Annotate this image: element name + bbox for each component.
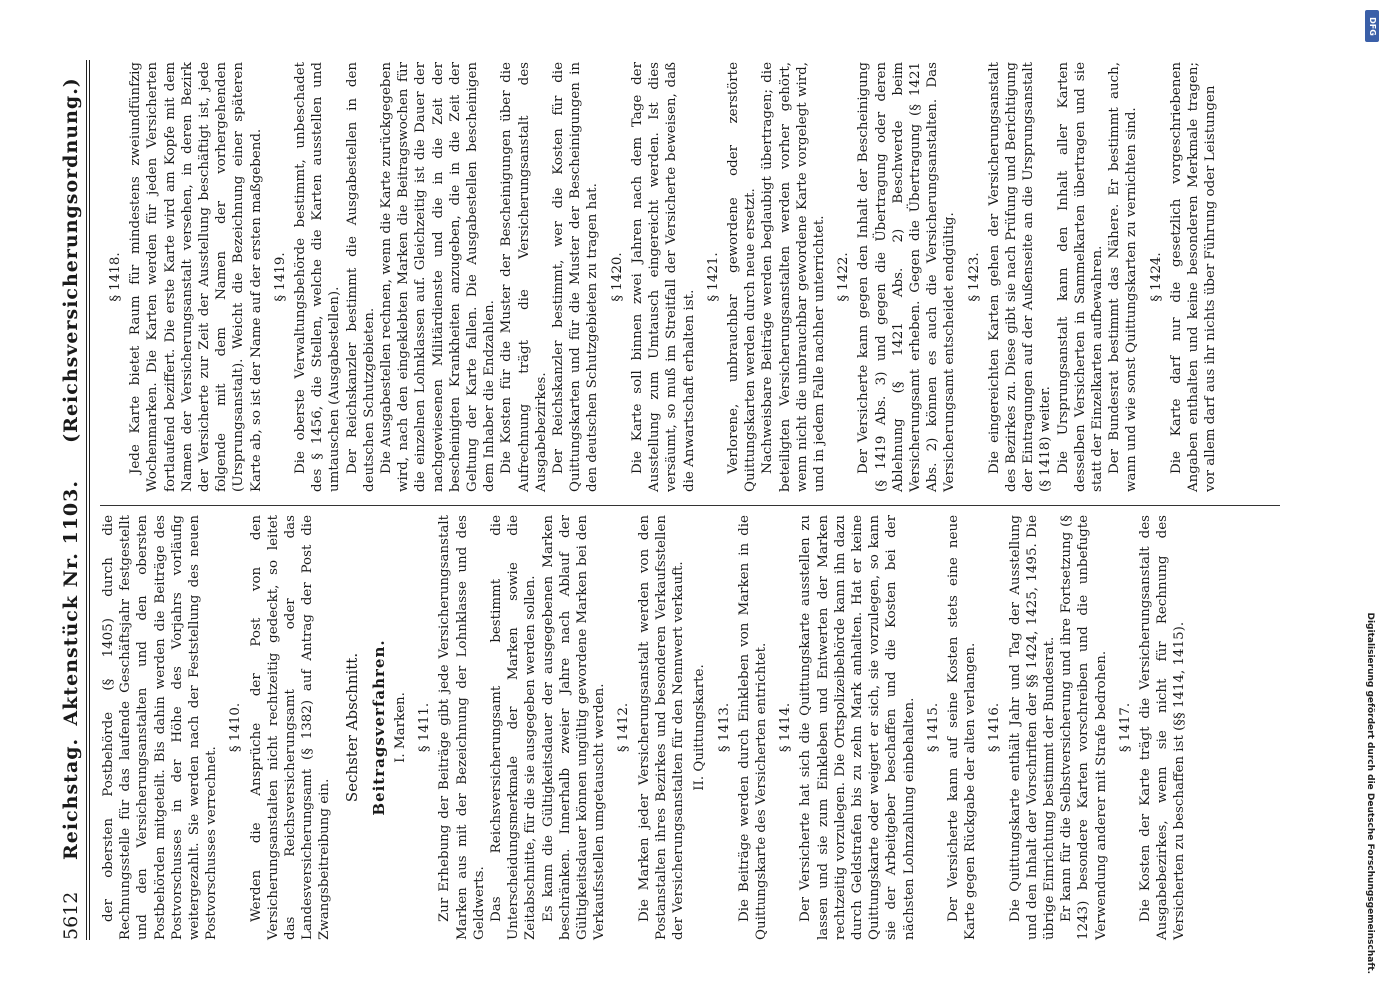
paragraph: Die oberste Verwaltungsbehörde bestimmt, unbeschadet des § 1456, die Stellen, welche die Karten ausstellen und umtauschen (Ausgabestellen). — [293, 62, 343, 492]
paragraph: Die Karte soll binnen zwei Jahren nach dem Tage der Ausstellung zum Umtausch eingereicht werden. Ist dies versäumt, so muß im Streitfall der Versicherte beweisen, daß die Anwartschaft erhalten ist. — [629, 62, 697, 492]
paragraph: Die eingereichten Karten gehen der Versicherungsanstalt des Bezirkes zu. Diese gibt sie nach Prüfung und Berichtigung der Eintragungen auf der Außenseite an die Ursprungsanstalt (§ 1418) weiter. — [986, 62, 1054, 492]
paragraph: Die Karte darf nur die gesetzlich vorgeschriebenen Angaben enthalten und keine besonderen Merkmale tragen; vor allem darf aus ihr nichts über Führung oder Leistungen — [1168, 62, 1219, 492]
header-section-title: (Reichsversicherungsordnung.) — [60, 77, 82, 443]
paragraph: Nachweisbare Beiträge werden beglaubigt übertragen; die beteiligten Versicherungsanstalten werden vorher gehört, wenn nicht die unbrauchbar gewordene Karte vorgelegt wird, und in jedem Falle nachher unterrichtet. — [760, 62, 827, 492]
section-number: § 1412. — [616, 702, 632, 753]
paragraph: Die Marken jeder Versicherungsanstalt werden von den Postanstalten ihres Bezirkes und besonderen Verkaufsstellen der Versicherungsanstalten für den Nennwert verkauft. — [636, 515, 687, 940]
digitization-note: Digitalisierung gefördert durch die Deutsche Forschungsgemeinschaft. — [1365, 612, 1375, 974]
running-title — [60, 480, 82, 860]
paragraph: Das Reichsversicherungsamt bestimmt die Unterscheidungsmerkmale der Marken sowie die Zeitabschnitte, für die sie ausgegeben werden sollen. — [489, 515, 539, 940]
right-text-column — [100, 62, 1219, 492]
section-number: § 1414. — [778, 702, 794, 753]
section-number: § 1422. — [836, 252, 852, 302]
header-center-word: Aktenstück Nr. 1103. — [60, 480, 82, 726]
header-rule-double — [89, 60, 90, 940]
dfg-logo-text: DFG — [1367, 16, 1377, 36]
section-number: § 1419. — [272, 252, 288, 302]
paragraph: Werden die Ansprüche der Post von den Versicherungsanstalten nicht rechtzeitig gedeckt, so leitet das Reichsversicherungsamt oder das Landesversicherungsamt (§ 1382) auf Antrag der Post die Zwangsbeitreibung ein. — [248, 515, 333, 940]
page-header — [52, 40, 82, 940]
paragraph: der obersten Postbehörde (§ 1405) durch die Rechnungsstelle für das laufende Geschäftsjahr festgestellt und den Versicherungsanstalten und den obersten Postbehörden mitgeteilt. Bis dahin werden die Beiträge des Postvorschusses in der Höhe des Vorjahrs vorläufig weitergezahlt. Sie werden nach der Feststellung des neuen Postvorschusses verrechnet. — [101, 515, 220, 940]
paragraph: Zur Erhebung der Beiträge gibt jede Versicherungsanstalt Marken aus mit der Bezeichnung der Lohnklasse und des Geldwerts. — [437, 515, 487, 940]
section-number: § 1421. — [705, 252, 721, 302]
header-left-word: Reichstag. — [60, 737, 82, 860]
section-number: § 1417. — [1117, 702, 1133, 753]
section-number: § 1418. — [108, 252, 123, 302]
paragraph: Die Beiträge werden durch Einkleben von Marken in die Quittungskarte des Versicherten entrichtet. — [736, 515, 769, 940]
section-number: § 1416. — [987, 702, 1003, 753]
section-number: § 1413. — [716, 702, 732, 753]
paragraph: Die Quittungskarte enthält Jahr und Tag der Ausstellung und den Inhalt der Vorschriften der §§ 1424, 1425, 1495. Die übrige Einrichtung bestimmt der Bundesrat. — [1007, 515, 1057, 940]
paragraph: Jede Karte bietet Raum für mindestens zweiundfünfzig Wochenmarken. Die Karten werden für jeden Versicherten fortlaufend beziffert. Die erste Karte wird am Kopfe mit dem Namen der Versicherungsanstalt versehen, in deren Bezirk der Versicherte zur Zeit der Ausstellung beschäftigt ist, jede folgende mit dem Namen der vorhergehenden (Ursprungsanstalt). Weicht die Bezeichnung einer späteren Karte ab, so ist der Name auf der ersten maßgebend. — [128, 62, 264, 492]
section-number: § 1423. — [966, 252, 982, 302]
paragraph: Der Versicherte kann gegen den Inhalt der Bescheinigung (§ 1419 Abs. 3) und gegen die Übertragung oder deren Ablehnung (§ 1421 Abs. 2) Beschwerde beim Versicherungsamt erheben. Gegen die Übertragung (§ 1421 Abs. 2) können es auch die Versicherungsanstalten. Das Versicherungsamt entscheidet endgültig. — [856, 62, 958, 492]
page-number: 5612 — [60, 891, 82, 940]
section-number: § 1410. — [228, 702, 244, 753]
paragraph: Der Bundesrat bestimmt das Nähere. Er bestimmt auch, wann und wie sonst Quittungskarten zu vernichten sind. — [1107, 62, 1140, 492]
column-divider — [100, 505, 1280, 506]
section-number: § 1411. — [417, 702, 433, 753]
subsection-heading: I. Marken. — [393, 692, 409, 763]
paragraph: Es kann die Gültigkeitsdauer der ausgegebenen Marken beschränken. Innerhalb zweier Jahre nach Ablauf der Gültigkeitsdauer können ungültig gewordene Marken bei den Verkaufsstellen umgetauscht werden. — [540, 515, 608, 940]
paragraph: Die Ursprungsanstalt kann den Inhalt aller Karten desselben Versicherten in Sammelkarten übertragen und sie statt der Einzelkarten aufbewahren. — [1055, 62, 1105, 492]
paragraph: Die Kosten der Karte trägt die Versicherungsanstalt des Ausgabebezirkes, wenn sie nicht für Rechnung des Versicherten zu beschaffen ist (§§ 1414, 1415). — [1137, 515, 1188, 940]
left-text-column — [100, 515, 1189, 940]
subsection-heading: II. Quittungskarte. — [692, 664, 708, 791]
section-number: § 1420. — [609, 252, 625, 302]
section-number: § 1415. — [925, 702, 941, 753]
paragraph: Die Ausgabestellen rechnen, wenn die Karte zurückgegeben wird, nach den eingeklebten Marken die Beitragswochen für die einzelnen Lohnklassen auf. Gleichzeitig ist die Dauer der nachgewiesenen Militärdienste und die in die Zeit der bescheinigten Krankheiten anzugeben, die in die Zeit der Geltung der Karte fallen. Die Ausgabestellen bescheinigen dem Inhaber die Endzahlen. — [379, 62, 498, 492]
paragraph: Verlorene, unbrauchbar gewordene oder zerstörte Quittungskarten werden durch neue ersetzt. — [725, 62, 759, 492]
chapter-heading: Sechster Abschnitt. — [342, 652, 361, 803]
section-number: § 1424. — [1148, 252, 1164, 302]
digitization-sidebar — [1363, 14, 1377, 974]
paragraph: Der Versicherte hat sich die Quittungskarte ausstellen zu lassen und sie zum Einkleben und Entwerten der Marken rechtzeitig vorzulegen. Die Ortspolizeibehörde kann ihn dazu durch Geldstrafen bis zu zehn Mark anhalten. Hat er keine Quittungskarte oder weigert er sich, sie vorzulegen, so kann sie der Arbeitgeber beschaffen und die Kosten bei der nächsten Lohnzahlung einbehalten. — [798, 515, 917, 940]
paragraph: Der Versicherte kann auf seine Kosten stets eine neue Karte gegen Rückgabe der alten verlangen. — [945, 515, 979, 940]
paragraph: Der Reichskanzler bestimmt die Ausgabestellen in den deutschen Schutzgebieten. — [344, 62, 377, 492]
chapter-title: Beitragsverfahren. — [369, 639, 388, 816]
paragraph: Er kann für die Selbstversicherung und ihre Fortsetzung (§ 1243) besondere Karten vorschreiben und die unbefugte Verwendung anderer mit Strafe bedrohen. — [1059, 515, 1109, 940]
header-rule — [86, 60, 87, 940]
paragraph: Der Reichskanzler bestimmt, wer die Kosten für die Quittungskarten und für die Muster der Bescheinigungen in den deutschen Schutzgebieten zu tragen hat. — [551, 62, 601, 492]
paragraph: Die Kosten für die Muster der Bescheinigungen über die Aufrechnung trägt die Versicherungsanstalt des Ausgabebezirkes. — [499, 62, 549, 492]
